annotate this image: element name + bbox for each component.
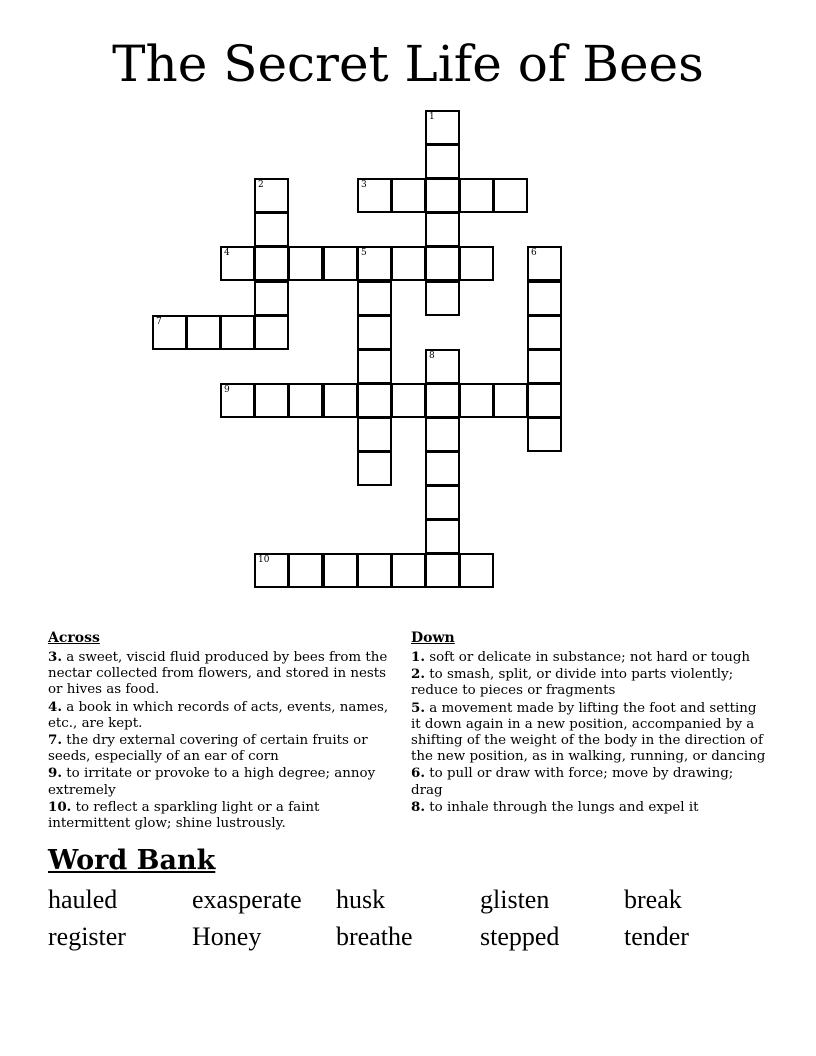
crossword-cell[interactable] — [357, 349, 392, 384]
cell-number: 2 — [258, 180, 264, 190]
crossword-cell[interactable] — [459, 383, 494, 418]
crossword-cell[interactable] — [459, 178, 494, 213]
crossword-cell[interactable] — [323, 246, 358, 281]
crossword-cell[interactable] — [323, 383, 358, 418]
cell-number: 1 — [429, 112, 435, 122]
crossword-cell[interactable] — [220, 315, 255, 350]
crossword-cell[interactable] — [254, 281, 289, 316]
word-bank-item: register — [48, 922, 126, 951]
crossword-cell[interactable] — [493, 178, 528, 213]
crossword-cell[interactable] — [425, 144, 460, 179]
crossword-cell[interactable] — [425, 281, 460, 316]
crossword-cell[interactable] — [357, 281, 392, 316]
crossword-cell[interactable] — [357, 553, 392, 588]
crossword-cell[interactable] — [527, 246, 562, 281]
crossword-cell[interactable] — [357, 451, 392, 486]
cell-number: 5 — [361, 248, 367, 258]
clue-down-8: 8. to inhale through the lungs and expel it — [411, 798, 699, 815]
clue-across-3: 3. a sweet, viscid fluid produced by bees from the nectar collected from flowers, and stored in nests or hives as food. — [48, 649, 388, 698]
crossword-cell[interactable] — [391, 383, 426, 418]
crossword-cell[interactable] — [527, 417, 562, 452]
word-bank — [48, 882, 768, 956]
crossword-cell[interactable] — [527, 281, 562, 316]
crossword-cell[interactable] — [254, 315, 289, 350]
crossword-cell[interactable] — [459, 553, 494, 588]
crossword-cell[interactable] — [254, 212, 289, 247]
cell-number: 7 — [156, 317, 162, 327]
crossword-cell[interactable] — [527, 315, 562, 350]
page-title: The Secret Life of Bees — [112, 35, 704, 93]
clue-down-2: 2. to smash, split, or divide into parts violently; reduce to pieces or fragments — [411, 666, 734, 699]
clue-across-4: 4. a book in which records of acts, events, names, etc., are kept. — [48, 698, 389, 731]
word-bank-item: break — [624, 885, 682, 914]
cell-number: 4 — [224, 248, 230, 258]
crossword-cell[interactable] — [357, 315, 392, 350]
word-bank-title: Word Bank — [48, 845, 216, 876]
word-bank-item: stepped — [480, 922, 560, 951]
crossword-cell[interactable] — [527, 383, 562, 418]
crossword-cell[interactable] — [425, 178, 460, 213]
clue-down-1: 1. soft or delicate in substance; not hard or tough — [411, 649, 751, 665]
crossword-cell[interactable] — [288, 246, 323, 281]
cell-number: 9 — [224, 385, 230, 395]
crossword-cell[interactable] — [288, 383, 323, 418]
crossword-cell[interactable] — [357, 417, 392, 452]
clue-down-6: 6. to pull or draw with force; move by drawing; drag — [411, 765, 734, 798]
crossword-cell[interactable] — [254, 383, 289, 418]
down-heading: Down — [411, 630, 455, 646]
word-bank-item: Honey — [192, 922, 262, 951]
crossword-cell[interactable] — [527, 349, 562, 384]
clue-across-10: 10. to reflect a sparkling light or a faint intermittent glow; shine lustrously. — [48, 798, 320, 832]
cell-number: 6 — [531, 248, 537, 258]
crossword-cell[interactable] — [357, 178, 392, 213]
crossword-cell[interactable] — [459, 246, 494, 281]
word-bank-item: exasperate — [192, 885, 302, 914]
crossword-cell[interactable] — [493, 383, 528, 418]
across-heading: Across — [48, 630, 100, 646]
crossword-cell[interactable] — [425, 417, 460, 452]
crossword-cell[interactable] — [254, 246, 289, 281]
crossword-cell[interactable] — [391, 553, 426, 588]
crossword-cell[interactable] — [425, 485, 460, 520]
clue-across-7: 7. the dry external covering of certain fruits or seeds, especially of an ear of corn — [48, 732, 368, 765]
crossword-cell[interactable] — [288, 553, 323, 588]
crossword-cell[interactable] — [391, 246, 426, 281]
crossword-cell[interactable] — [357, 383, 392, 418]
word-bank-item: glisten — [480, 885, 550, 914]
word-bank-item: tender — [624, 922, 689, 951]
clue-across-9: 9. to irritate or provoke to a high degree; annoy extremely — [48, 765, 376, 798]
crossword-cell[interactable] — [254, 553, 289, 588]
across-clues — [48, 629, 400, 832]
cell-number: 3 — [361, 180, 367, 190]
word-bank-item: breathe — [336, 922, 413, 951]
crossword-cell[interactable] — [220, 246, 255, 281]
crossword-cell[interactable] — [220, 383, 255, 418]
crossword-cell[interactable] — [152, 315, 187, 350]
word-bank-item: hauled — [48, 885, 118, 914]
word-bank-item: husk — [336, 885, 386, 914]
crossword-cell[interactable] — [186, 315, 221, 350]
crossword-cell[interactable] — [425, 383, 460, 418]
crossword-cell[interactable] — [357, 246, 392, 281]
cell-number: 8 — [429, 351, 435, 361]
crossword-cell[interactable] — [425, 212, 460, 247]
crossword-cell[interactable] — [323, 553, 358, 588]
clue-down-5: 5. a movement made by lifting the foot and setting it down again in a new position, accompanied by a shifting of the weight of the body in the direction of the new position, as in walking, running, or dancing — [411, 699, 766, 765]
cell-number: 10 — [258, 555, 270, 565]
crossword-cell[interactable] — [254, 178, 289, 213]
crossword-cell[interactable] — [425, 110, 460, 145]
down-clues — [411, 629, 767, 816]
crossword-cell[interactable] — [425, 519, 460, 554]
crossword-cell[interactable] — [425, 246, 460, 281]
crossword-cell[interactable] — [425, 349, 460, 384]
crossword-cell[interactable] — [425, 553, 460, 588]
crossword-cell[interactable] — [391, 178, 426, 213]
crossword-cell[interactable] — [425, 451, 460, 486]
